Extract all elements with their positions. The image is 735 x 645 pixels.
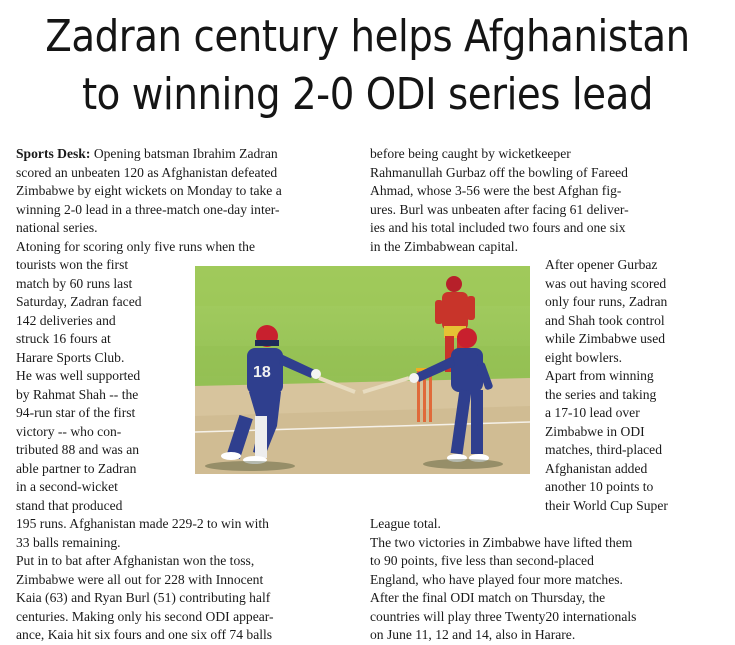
- body-line: ures. Burl was unbeaten after facing 61 deliver-: [370, 201, 629, 217]
- body-line: 94-run star of the first: [16, 405, 136, 420]
- body-line: After opener Gurbaz: [545, 257, 658, 272]
- body-line: winning 2-0 lead in a three-match one-day inter-: [16, 201, 280, 217]
- body-line: before being caught by wicketkeeper: [370, 146, 571, 161]
- byline: Sports Desk:: [16, 146, 91, 161]
- body-line: able partner to Zadran: [16, 460, 137, 476]
- body-line: only four runs, Zadran: [545, 294, 668, 309]
- cricket-photo-illustration: [195, 266, 530, 474]
- body-line: Ahmad, whose 3-56 were the best Afghan fig-: [370, 183, 622, 198]
- body-line: struck 16 fours at: [16, 331, 111, 346]
- body-line: ies and his total included two fours and one six: [370, 220, 626, 235]
- body-line: Put in to bat after Afghanistan won the toss,: [16, 553, 255, 568]
- jersey-number: 18: [253, 364, 271, 381]
- body-line: countries will play three Twenty20 internationals: [370, 608, 637, 624]
- body-line: He was well supported: [16, 368, 141, 383]
- body-line: eight bowlers.: [545, 349, 623, 365]
- body-line: another 10 points to: [545, 479, 654, 494]
- body-line: national series.: [16, 220, 98, 235]
- grass-band: [195, 266, 530, 306]
- body-line: and Shah took control: [545, 312, 665, 328]
- body-line: Rahmanullah Gurbaz off the bowling of Fareed: [370, 164, 628, 180]
- body-line: while Zimbabwe used: [545, 331, 666, 346]
- body-line: a 17-10 lead over: [545, 405, 640, 420]
- body-line: in the Zimbabwean capital.: [370, 238, 518, 254]
- body-line: on June 11, 12 and 14, also in Harare.: [370, 627, 576, 642]
- body-line: by Rahmat Shah -- the: [16, 386, 139, 402]
- body-line: ance, Kaia hit six fours and one six off 74 balls: [16, 627, 273, 642]
- body-line: centuries. Making only his second ODI appear-: [16, 608, 274, 624]
- headline-line-2: to winning 2-0 ODI series lead: [81, 69, 654, 120]
- body-line: Afghanistan added: [545, 460, 648, 476]
- body-line: Zimbabwe were all out for 228 with Innocent: [16, 571, 264, 587]
- body-line: the series and taking: [545, 386, 657, 402]
- body-line: matches, third-placed: [545, 442, 663, 457]
- body-line: match by 60 runs last: [16, 275, 133, 291]
- body-line: Kaia (63) and Ryan Burl (51) contributing half: [16, 590, 271, 605]
- body-line: scored an unbeaten 120 as Afghanistan defeated: [16, 164, 278, 180]
- body-line: in a second-wicket: [16, 479, 118, 494]
- body-line: Zimbabwe in ODI: [545, 423, 645, 439]
- body-line: Sports Desk: Opening batsman Ibrahim Zadran: [16, 146, 278, 161]
- headline-line-1: Zadran century helps Afghanistan: [45, 11, 690, 62]
- cricket-photo: [195, 266, 530, 474]
- body-line: 33 balls remaining.: [16, 534, 121, 550]
- body-line: tributed 88 and was an: [16, 442, 140, 457]
- body-line: tourists won the first: [16, 257, 129, 272]
- body-line: Saturday, Zadran faced: [16, 294, 142, 309]
- body-line: After the final ODI match on Thursday, the: [370, 590, 606, 605]
- body-line: was out having scored: [545, 275, 667, 291]
- body-line: Zimbabwe by eight wickets on Monday to take a: [16, 183, 282, 198]
- body-line: Harare Sports Club.: [16, 349, 125, 365]
- headline: [44, 8, 691, 124]
- body-line: League total.: [370, 516, 441, 531]
- body-line: The two victories in Zimbabwe have lifted them: [370, 534, 633, 550]
- body-line: 142 deliveries and: [16, 312, 116, 328]
- body-line: to 90 points, five less than second-placed: [370, 553, 594, 568]
- body-line: Apart from winning: [545, 368, 654, 383]
- body-line: victory -- who con-: [16, 423, 122, 439]
- body-line: stand that produced: [16, 497, 123, 513]
- body-line: their World Cup Super: [545, 497, 668, 513]
- body-line: England, who have played four more matches.: [370, 571, 623, 587]
- body-line: 195 runs. Afghanistan made 229-2 to win with: [16, 516, 269, 531]
- body-line: Atoning for scoring only five runs when the: [16, 238, 255, 254]
